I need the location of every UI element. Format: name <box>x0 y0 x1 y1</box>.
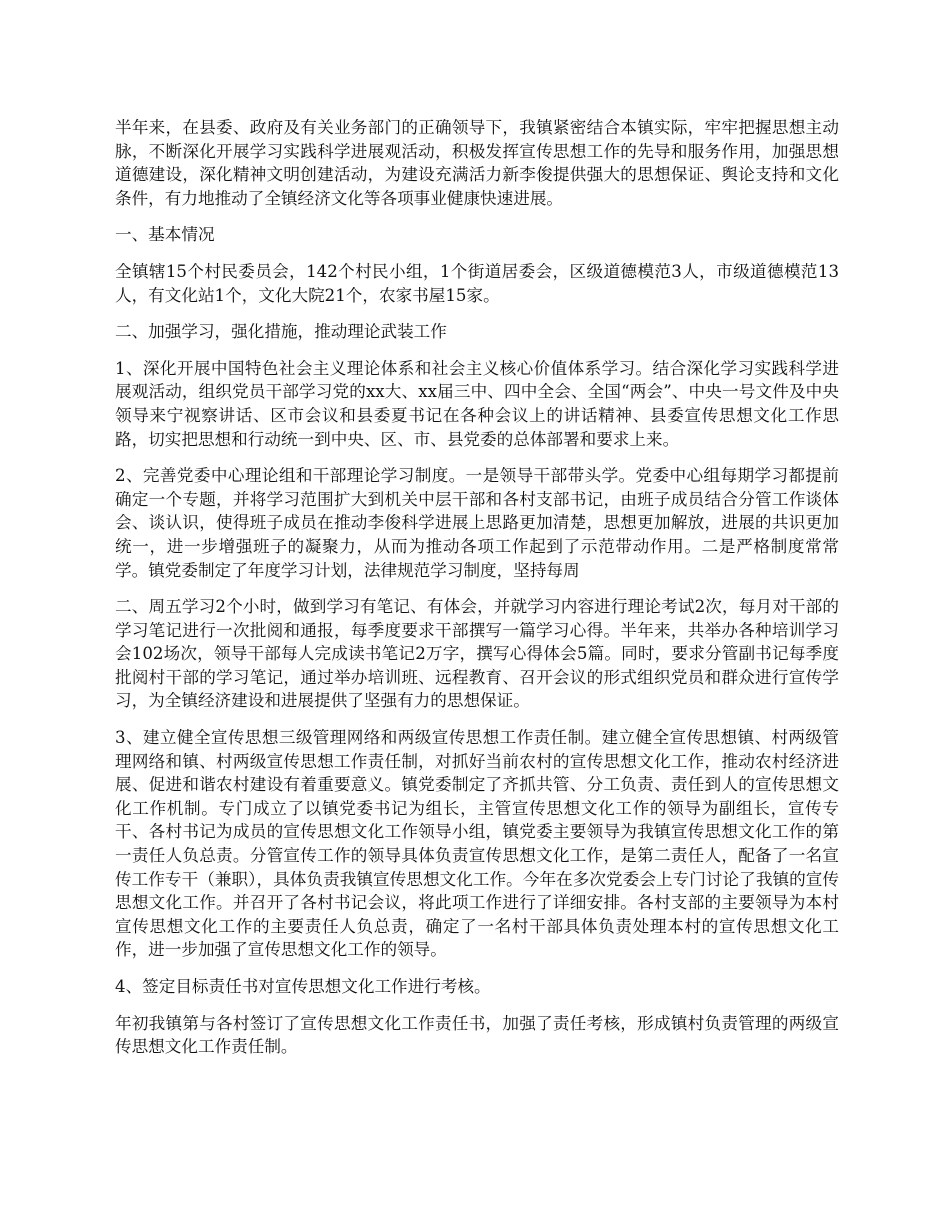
paragraph-item-4-detail: 年初我镇第与各村签订了宣传思想文化工作责任书，加强了责任考核，形成镇村负责管理的两级宣传思想文化工作责任制。 <box>115 1013 839 1057</box>
paragraph-item-2: 2、完善党委中心理论组和干部理论学习制度。一是领导干部带头学。党委中心组每期学习都提前确定一个专题，并将学习范围扩大到机关中层干部和各村支部书记，由班子成员结合分管工作谈体会、谈认识，使得班子成员在推动李俊科学进展上思路更加清楚，思想更加解放，进展的共识更加统一，进一步增强班子的凝聚力，从而为推动各项工作起到了示范带动作用。二是严格制度常常学。镇党委制定了年度学习计划，法律规范学习制度，坚持每周 <box>115 466 839 580</box>
paragraph-intro: 半年来，在县委、政府及有关业务部门的正确领导下，我镇紧密结合本镇实际，牢牢把握思想主动脉，不断深化开展学习实践科学进展观活动，积极发挥宣传思想工作的先导和服务作用，加强思想道德建设，深化精神文明创建活动，为建设充满活力新李俊提供强大的思想保证、舆论支持和文化条件，有力地推动了全镇经济文化等各项事业健康快速进展。 <box>115 118 839 208</box>
paragraph-item-3: 3、建立健全宣传思想三级管理网络和两级宣传思想工作责任制。建立健全宣传思想镇、村两级管理网络和镇、村两级宣传思想工作责任制，对抓好当前农村的宣传思想文化工作，推动农村经济进展、促进和谐农村建设有着重要意义。镇党委制定了齐抓共管、分工负责、责任到人的宣传思想文化工作机制。专门成立了以镇党委书记为组长，主管宣传思想文化工作的领导为副组长，宣传专干、各村书记为成员的宣传思想文化工作领导小组，镇党委主要领导为我镇宣传思想文化工作的第一责任人负总责。分管宣传工作的领导具体负责宣传思想文化工作，是第二责任人，配备了一名宣传工作专干（兼职），具体负责我镇宣传思想文化工作。今年在多次党委会上专门讨论了我镇的宣传思想文化工作。并召开了各村书记会议，将此项工作进行了详细安排。各村支部的主要领导为本村宣传思想文化工作的主要责任人负总责，确定了一名村干部具体负责处理本村的宣传思想文化工作，进一步加强了宣传思想文化工作的领导。 <box>115 728 839 960</box>
paragraph-item-2-continued: 二、周五学习2个小时，做到学习有笔记、有体会，并就学习内容进行理论考试2次，每月对干部的学习笔记进行一次批阅和通报，每季度要求干部撰写一篇学习心得。半年来，共举办各种培训学习会102场次，领导干部每人完成读书笔记2万字，撰写心得体会5篇。同时，要求分管副书记每季度批阅村干部的学习笔记，通过举办培训班、远程教育、召开会议的形式组织党员和群众进行宣传学习，为全镇经济建设和进展提供了坚强有力的思想保证。 <box>115 597 839 711</box>
section-heading-study: 二、加强学习，强化措施，推动理论武装工作 <box>115 322 447 342</box>
section-heading-basic-situation: 一、基本情况 <box>115 225 215 245</box>
paragraph-item-1: 1、深化开展中国特色社会主义理论体系和社会主义核心价值体系学习。结合深化学习实践科学进展观活动，组织党员干部学习党的xx大、xx届三中、四中全会、全国“两会”、中央一号文件及中央领导来宁视察讲话、区市会议和县委夏书记在各种会议上的讲话精神、县委宣传思想文化工作思路，切实把思想和行动统一到中央、区、市、县党委的总体部署和要求上来。 <box>115 358 839 449</box>
document-body <box>115 116 839 1072</box>
paragraph-basic-situation: 全镇辖15个村民委员会，142个村民小组，1个街道居委会，区级道德模范3人，市级道德模范13人，有文化站1个，文化大院21个，农家书屋15家。 <box>115 261 839 305</box>
paragraph-item-4: 4、签定目标责任书对宣传思想文化工作进行考核。 <box>115 977 491 996</box>
